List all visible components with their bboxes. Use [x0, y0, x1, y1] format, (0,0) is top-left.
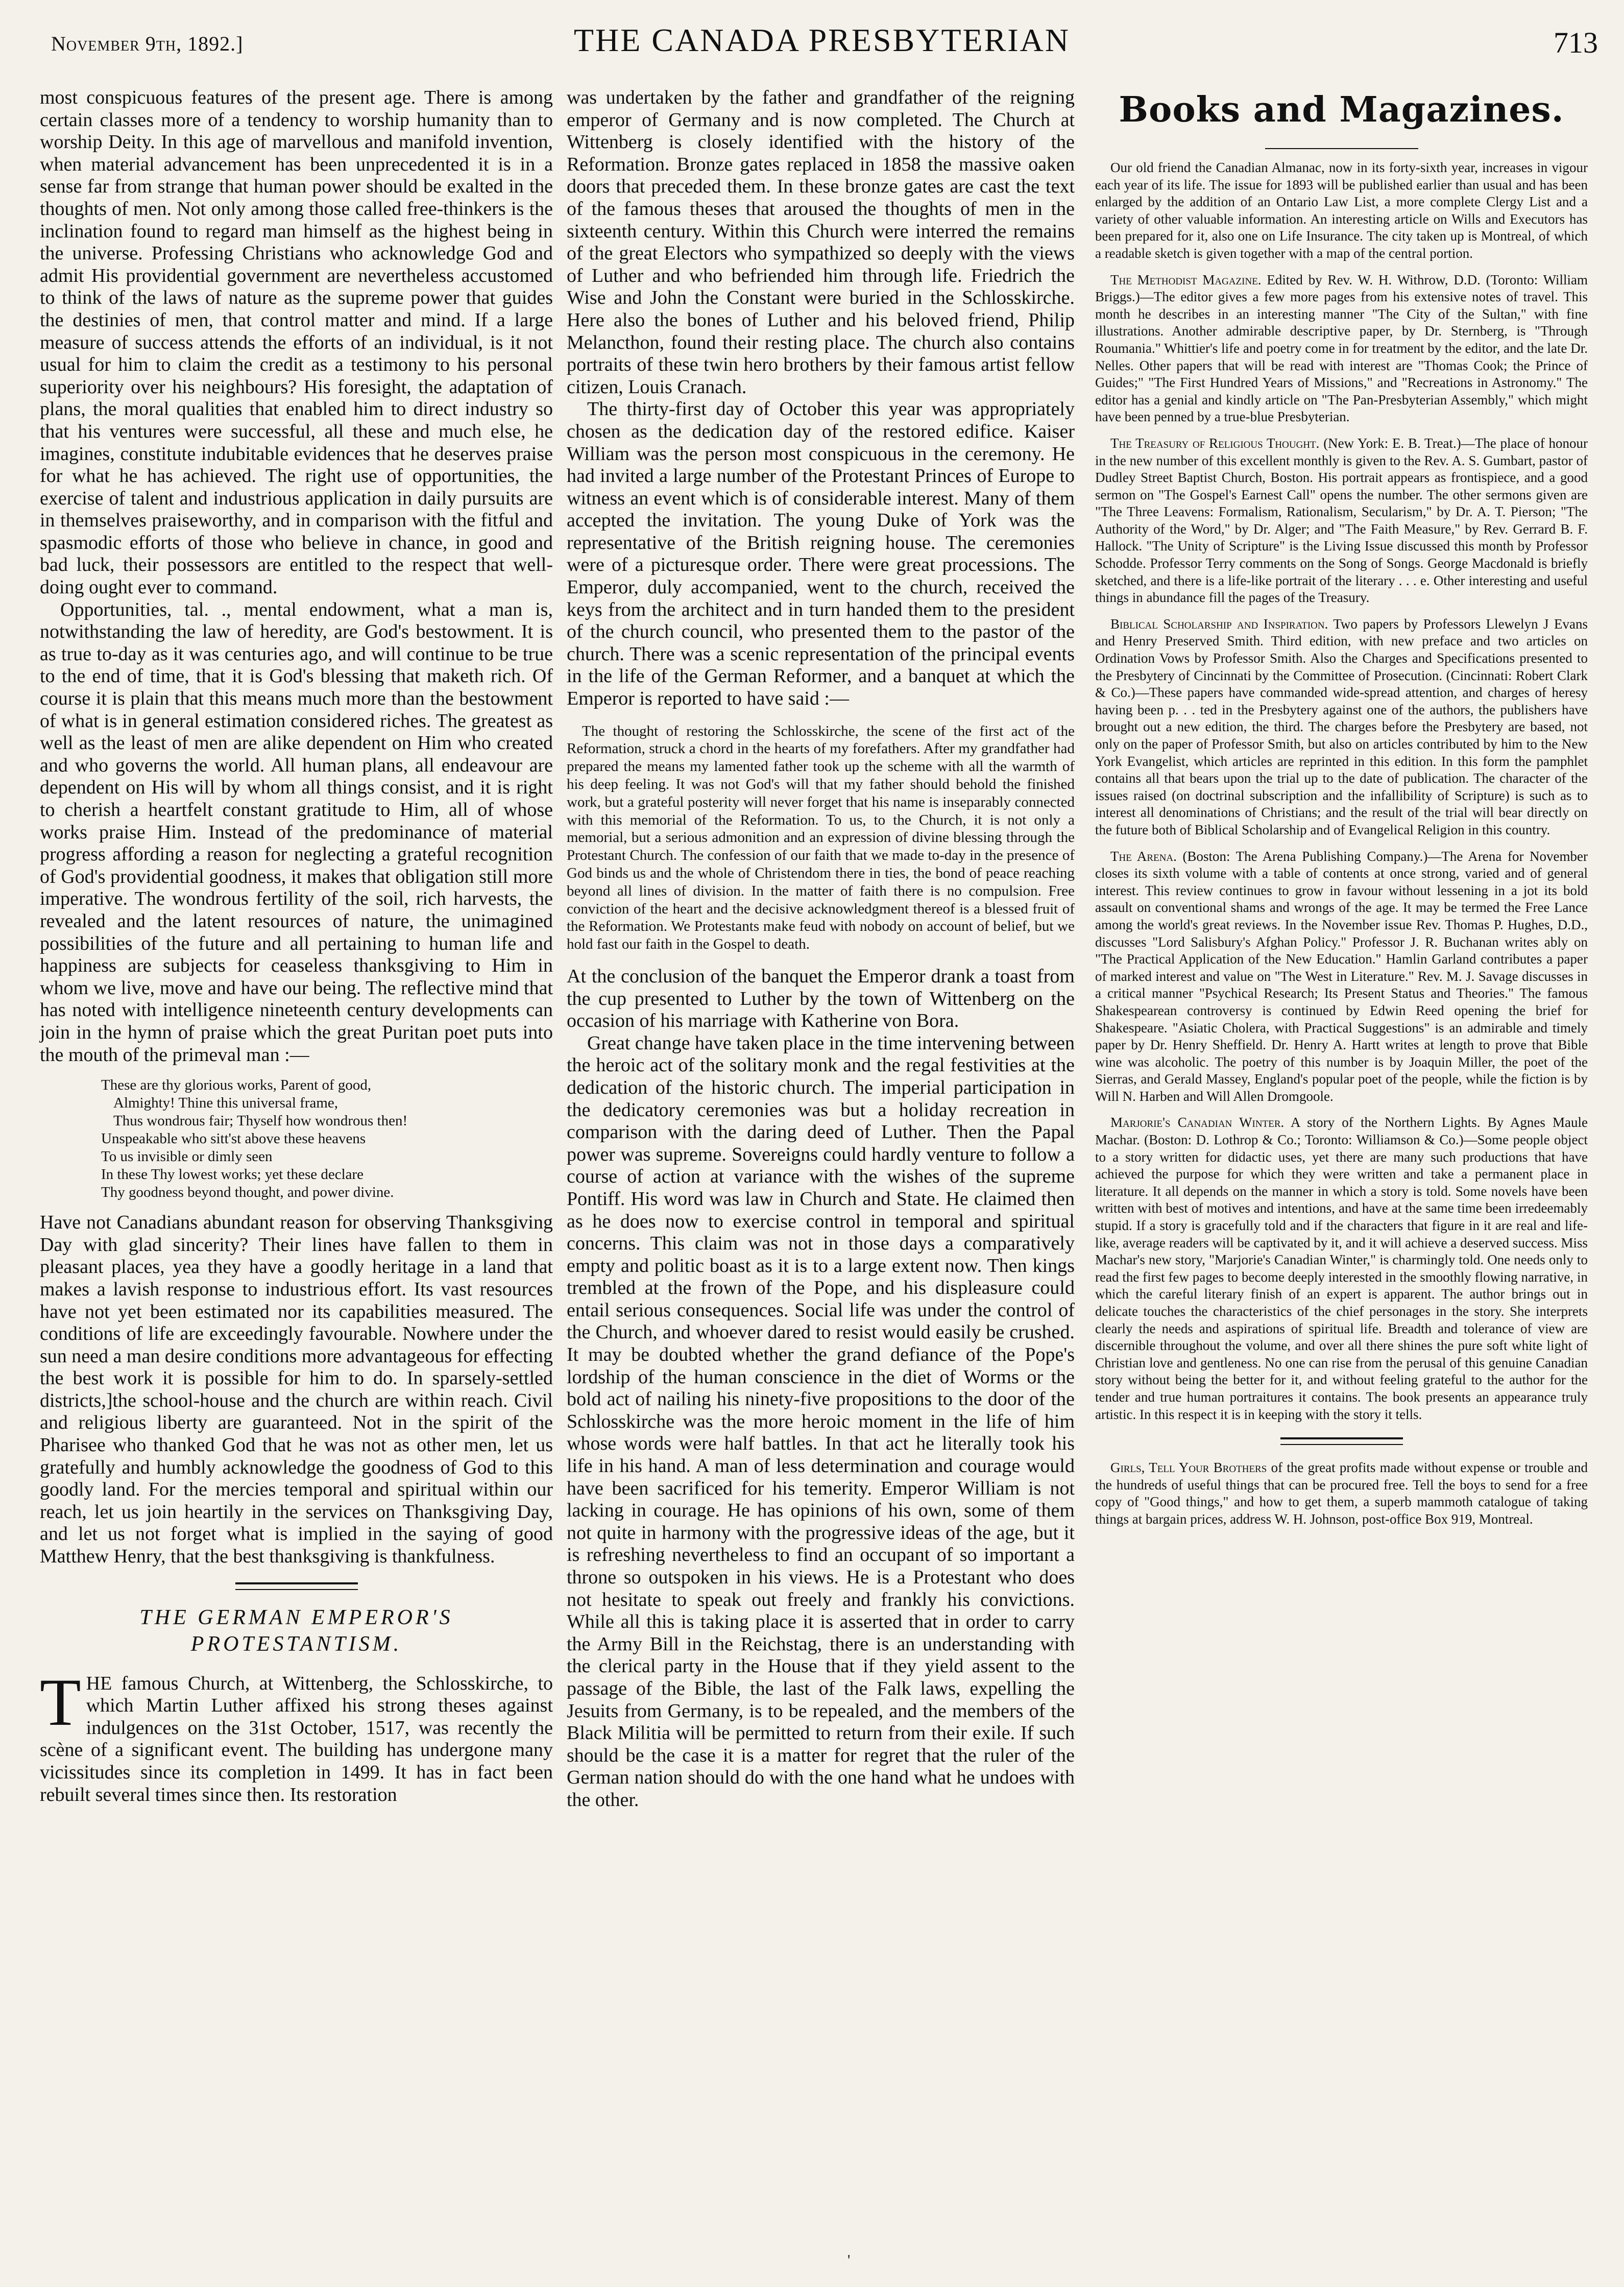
poem-line: Unspeakable who sitt'st above these heavens [101, 1130, 366, 1147]
review-paragraph [1095, 435, 1588, 607]
article-paragraph: The thirty-first day of October this year was appropriately chosen as the dedication day of the restored edifice. Kaiser William was the person most conspicuous in the ceremony. He had invited a large number of the Protestant Princes of Europe to witness an event which is of considerable interest. Many of them accepted the invitation. The young Duke of York was the representative of the British reigning house. The ceremonies were of a picturesque order. There were great processions. The Emperor, duly accompanied, went to the church, received the keys from the architect and in turn handed them to the president of the church council, who presented them to the pastor of the church. There was a scenic representation of the principal events in the life of the German Reformer, and a banquet at which the Emperor is reported to have said :— [567, 398, 1075, 710]
review-text: Two papers by Professors Llewelyn J Evans and Henry Preserved Smith. Third edition, with new preface and two articles on Ordination Vows by Professor Smith. Also the Charges and Specifications presented to the Presbytery of Cincinnati by the Committee of Prosecution. (Cincinnati: Robert Clark & Co.)—These papers have commanded wide-spread attention, and charges of heresy having been p. . . ted in the Presbytery against one of the authors, the publishers have brought out a new edition, the third. The charges before the Presbytery are based, not only on the paper of Professor Smith, but also on articles contributed by him to the New York Evangelist, which articles are reprinted in this edition. In this form the pamphlet contains all that bears upon the trial up to the date of publication. The character of the issues raised (on doctrinal subscription and the infallibility of Scripture) is such as to interest all denominations of Christians; and the result of the trial will bear directly on the future both of Biblical Scholarship and of Evangelical Religion in this country. [1095, 616, 1588, 837]
books-and-magazines-heading: Books and Magazines. [1119, 89, 1564, 130]
poem-line: Almighty! Thine this universal frame, [113, 1095, 338, 1112]
footer-mark: ' [847, 2252, 851, 2269]
page-header [36, 10, 1608, 71]
notice-text: of the great profits made without expense or trouble and the hundreds of useful things that can be procured free. Tell the boys to send for a free copy of "Good things," and how to get them, a superb mammoth catalogue of taking things at bargain prices, address W. H. Johnson, post-office Box 919, Montreal. [1095, 1460, 1588, 1527]
review-text: A story of the Northern Lights. By Agnes Maule Machar. (Boston: D. Lothrop & Co.; Toronto: Williamson & Co.)—Some people object to a story written for didactic uses, yet there are many such productions that have achieved the purpose for which they were written and take a permanent place in literature. It all depends on the manner in which a story is told. Some novels have been written with best of motives and intentions, and have at the same time been irredeemably stupid. If a story is gracefully told and if the characters that figure in it are real and life-like, average readers will be captivated by it, and it will achieve a deserved success. Miss Machar's new story, "Marjorie's Canadian Winter," is charmingly told. One needs only to read the first few pages to become deeply interested in the smoothly flowing narrative, in which the careful literary finish of an expert is apparent. The author brings out in delicate touches the characteristics of the chief personages in the story. She interprets clearly the needs and aspirations of spiritual life. Breadth and tolerance of view are discernible throughout the volume, and over all there shines the pure soft white light of Christian love and gentleness. No one can rise from the perusal of this genuine Canadian story without being the better for it, and without feeling grateful to the author for the tender and true human portraitures it contains. The book presents an appearance truly artistic. In this respect it is in keeping with the story it tells. [1095, 1115, 1588, 1422]
poem-line: To us invisible or dimly seen [101, 1148, 273, 1165]
article-paragraph: Great change have taken place in the time intervening between the heroic act of the solitary monk and the regal festivities at the dedication of the historic church. The imperial participation in the dedicatory ceremonies was but a holiday recreation in comparison with the daring deed of Luther. Then the Papal power was supreme. Sovereigns could hardly venture to follow a course of action at variance with the wishes of the supreme Pontiff. His word was law in Church and State. He claimed then as he does now to exercise control in temporal and spiritual concerns. This claim was not in those days a comparatively empty and politic boast as it is to a large extent now. Then kings trembled at the frown of the Pope, and his displeasure could entail serious consequences. Social life was under the control of the Church, and whoever dared to resist would easily be crushed. It may be doubted whether the grand defiance of the Pope's lordship of the human conscience in the diet of Worms or the bold act of nailing his ninety-five propositions to the door of the Schlosskirche was the more heroic moment in the life of him whose words were half battles. In that act he literally took his life in his hand. A man of less determination and courage would have been sacrificed for his temerity. Emperor William is not lacking in courage. He has opinions of his own, some of them not quite in harmony with the progressive ideas of the age, but it is refreshing nevertheless to find an occupant of so important a throne so outspoken in his views. He is a Protestant who does not hesitate to speak out freely and frankly his convictions. While all this is taking place it is asserted that in order to carry the Army Bill in the Reichstag, there is an understanding with the clerical party in the House that if they yield assent to the passage of the Bible, the last of the Falk laws, expelling the Jesuits from Germany, is to be repealed, and the members of the Black Militia will be permitted to return from their exile. If such should be the case it is a matter for regret that the ruler of the German nation should do with the one hand what he undoes with the other. [567, 1032, 1075, 1811]
section-divider [235, 1582, 358, 1590]
review-text: Edited by Rev. W. H. Withrow, D.D. (Toronto: William Briggs.)—The editor gives a few more pages from his extensive notes of travel. This month he describes in an interesting manner "The City of the Sultan," with fine illustrations. Another admirable descriptive paper, by Dr. Sternberg, is "Through Roumania." Whittier's life and poetry come in for treatment by the editor, and the late Dr. Nelles. Other papers that will be read with interest are "Thomas Cook; the Prince of Guides;" "The First Hundred Years of Missions," and "Recreations in Astronomy." The editor has a genial and kindly article on "The Pan-Presbyterian Assembly," which might have been penned by a true-blue Presbyterian. [1095, 272, 1588, 425]
article-title: THE GERMAN EMPEROR'S PROTESTANTISM. [139, 1605, 453, 1656]
emperor-quotation [567, 723, 1075, 953]
review-text: (Boston: The Arena Publishing Company.)—The Arena for November closes its sixth volume with a table of contents at once strong, varied and of general interest. This review continues to grow in favour without lessening in a jot its bold assault on conventional shams and wrongs of the age. It may be termed the Free Lance among the world's great reviews. In the November issue Rev. Thomas P. Hughes, D.D., discusses "Lord Salisbury's Afghan Policy." Professor J. R. Buchanan writes ably on "The Practical Application of the New Education." Hamlin Garland contributes a paper of marked interest and value on "The West in Literature." Rev. M. J. Savage discusses in a critical manner "Psychical Research; Its Present Status and Theories." The famous Shakespearean controversy is continued by Edwin Reed opening the brief for Shakespeare. "Asiatic Cholera, with Practical Suggestions" is an admirable and timely paper by Dr. Henry Sheffield. Dr. Henry A. Hartt writes at length to prove that Bible wine was alcoholic. The poetry of this number is by Joaquin Miller, the poet of the Sierras, and Gerald Massey, England's popular poet of the people, while the fiction is by Will N. Harben and Will Allen Dromgoole. [1095, 848, 1588, 1104]
column-1 [40, 87, 553, 1806]
article-paragraph: At the conclusion of the banquet the Emperor drank a toast from the cup presented to Luther by the town of Wittenberg on the occasion of his marriage with Katherine von Bora. [567, 965, 1075, 1032]
review-heading: The Arena. [1110, 848, 1177, 864]
article-text: HE famous Church, at Wittenberg, the Schlosskirche, to which Martin Luther affixed his strong theses against indulgences on the 31st October, 1517, was recently the scène of a significant event. The building has undergone many vicissitudes since its completion in 1499. It has in fact been rebuilt several times since then. Its restoration [40, 1672, 553, 1805]
poem-line: These are thy glorious works, Parent of good, [101, 1077, 372, 1094]
notice-paragraph [1095, 1459, 1588, 1528]
column-2 [567, 87, 1075, 1812]
page-number: 713 [1554, 26, 1598, 59]
article-paragraph [40, 1664, 553, 1807]
column-3 [1095, 87, 1588, 1537]
article-paragraph: was undertaken by the father and grandfather of the reigning emperor of Germany and is now completed. The Church at Wittenberg is closely identified with the history of the Reformation. Bronze gates replaced in 1858 the massive oaken doors that preceded them. In these bronze gates are cast the text of the famous theses that aroused the thoughts of men in the sixteenth century. Within this Church were interred the remains of the great Electors who sympathized so deeply with the views of Luther and who befriended him through life. Friedrich the Wise and John the Constant were buried in the Schlosskirche. Here also the bones of Luther and his beloved friend, Philip Melancthon, found their resting place. The church also contains portraits of these twin hero brothers by their famous artist fellow citizen, Louis Cranach. [567, 87, 1075, 398]
review-heading: The Methodist Magazine. [1110, 272, 1262, 287]
review-heading: Marjorie's Canadian Winter. [1110, 1115, 1284, 1130]
review-paragraph [1095, 272, 1588, 426]
section-divider [1280, 1437, 1403, 1445]
review-paragraph [1095, 848, 1588, 1105]
issue-date: November 9th, 1892.] [51, 32, 244, 55]
poem-line: In these Thy lowest works; yet these declare [101, 1166, 364, 1183]
quotation-text: The thought of restoring the Schlosskirche, the scene of the first act of the Reformation, struck a chord in the hearts of my forefathers. After my grandfather had prepared the means my lamented father took up the scheme with all the warmth of his deep feeling. It was not God's will that my father should behold the finished work, but a grateful posterity will never forget that his name is inseparably connected with this memorial of the Reformation. To us, to the Church, it is not only a memorial, but a serious admonition and an expression of divine blessing through the Protestant Church. The confession of our faith that we made to-day in the presence of God binds us and the whole of Christendom there in ties, the bond of peace reaching beyond all lines of division. In the matter of faith there is no compulsion. Free conviction of the heart and the decisive acknowledgment thereof is a blessed fruit of the Reformation. We Protestants make feud with nobody on account of belief, but we hold fast our faith in the Gospel to death. [567, 723, 1075, 953]
editorial-paragraph: Opportunities, tal. ., mental endowment, what a man is, notwithstanding the law of heredity, are God's bestowment. It is as true to-day as it was centuries ago, and will continue to be true to the end of time, that it is God's blessing that maketh rich. Of course it is plain that this means much more than the bestowment of what is in general estimation considered riches. The greatest as well as the least of men are alike dependent on Him who created and who governs the world. All human plans, all endeavour are dependent on His will by whom all things consist, and it is right to cherish a heartfelt constant gratitude to Him, all of whose works praise Him. Instead of the predominance of material progress affording a reason for neglecting a grateful recognition of God's providential goodness, it makes that obligation still more imperative. The wondrous fertility of the soil, rich harvests, the revealed and the latent resources of nature, the unimagined possibilities of the future and all pertaining to human life and happiness are subjects for ceaseless thanksgiving to Him in whom we live, move and have our being. The reflective mind that has noted with intelligence nineteenth century developments can join in the hymn of praise which the great Puritan poet puts into the mouth of the primeval man :— [40, 598, 553, 1066]
review-paragraph [1095, 1114, 1588, 1423]
drop-cap: T [40, 1664, 81, 1740]
review-paragraph [1095, 616, 1588, 839]
notice-heading: Girls, Tell Your Brothers [1110, 1460, 1267, 1476]
poem-quotation [101, 1076, 553, 1201]
review-text: (New York: E. B. Treat.)—The place of honour in the new number of this excellent monthly is given to the Rev. A. S. Gumbart, pastor of Dudley Street Baptist Church, Boston. His portrait appears as frontispiece, and a good sermon on "The Gospel's Earnest Call" opens the number. The other sermons given are "The Three Leavens: Formalism, Rationalism, Secularism," by Dr. A. T. Pierson; "The Authority of the Word," by Dr. Alger; and "The Faith Measure," by Rev. Gerrard B. F. Hallock. "The Unity of Scripture" is the Living Issue discussed this month by Professor Schodde. Professor Terry comments on the Song of Songs. George Macdonald is briefly sketched, and there is a life-like portrait of the literary . . . e. Other interesting and useful things in abundance fill the pages of the Treasury. [1095, 435, 1588, 606]
heading-rule [1265, 148, 1418, 149]
review-heading: The Treasury of Religious Thought. [1110, 435, 1320, 451]
editorial-paragraph: most conspicuous features of the present age. There is among certain classes more of a tendency to worship humanity than to worship Deity. In this age of marvellous and manifold invention, when material advancement has been unprecedented it is in a sense far from strange that human power should be exalted in the thoughts of men. Not only among those called free-thinkers is the inclination found to regard man himself as the highest being in the universe. Professing Christians who acknowledge God and admit His providential government are nevertheless accustomed to think of the laws of nature as the supreme power that guides the destinies of men, that control matter and mind. If a large measure of success attends the efforts of an individual, is it not usual for him to claim the credit as a testimony to his personal superiority over his neighbours? His foresight, the adaptation of plans, the moral qualities that enabled him to direct industry so that his ventures were successful, all these and much else, he imagines, constitute indubitable evidences that he deserves praise for what he has achieved. The right use of opportunities, the exercise of talent and industrious application in daily pursuits are in themselves praiseworthy, and in comparison with the fitful and spasmodic efforts of those who believe in chance, in good and bad luck, their possessors are entitled to the respect that well-doing ought ever to command. [40, 87, 553, 598]
review-paragraph: Our old friend the Canadian Almanac, now in its forty-sixth year, increases in vigour each year of its life. The issue for 1893 will be published earlier than usual and has been enlarged by the addition of an Ontario Law List, a more complete Clergy List and a variety of other valuable information. An interesting article on Wills and Executors has been prepared for it, also one on Life Insurance. The city taken up is Montreal, of which a readable sketch is given together with a map of the central portion. [1095, 160, 1588, 261]
poem-line: Thus wondrous fair; Thyself how wondrous then! [113, 1113, 408, 1129]
review-heading: Biblical Scholarship and Inspiration. [1110, 616, 1328, 632]
masthead-title: THE CANADA PRESBYTERIAN [573, 22, 1071, 58]
poem-line: Thy goodness beyond thought, and power divine. [101, 1184, 394, 1201]
editorial-paragraph: Have not Canadians abundant reason for observing Thanksgiving Day with glad sincerity? Their lines have fallen to them in pleasant places, yea they have a goodly heritage in a land that makes a lavish response to industrious effort. Its vast resources have not yet been estimated nor its capabilities measured. The conditions of life are exceedingly favourable. Nowhere under the sun need a man desire conditions more advantageous for effecting the best work it is possible for him to do. In sparsely-settled districts,]the school-house and the church are within reach. Civil and religious liberty are guaranteed. Not in the spirit of the Pharisee who thanked God that he was not as other men, let us gratefully and humbly acknowledge the goodness of God to this goodly land. For the mercies temporal and spiritual within our reach, let us join heartily in the services on Thanksgiving Day, and let us not forget what is implied in the saying of good Matthew Henry, that the best thanksgiving is thankfulness. [40, 1212, 553, 1568]
